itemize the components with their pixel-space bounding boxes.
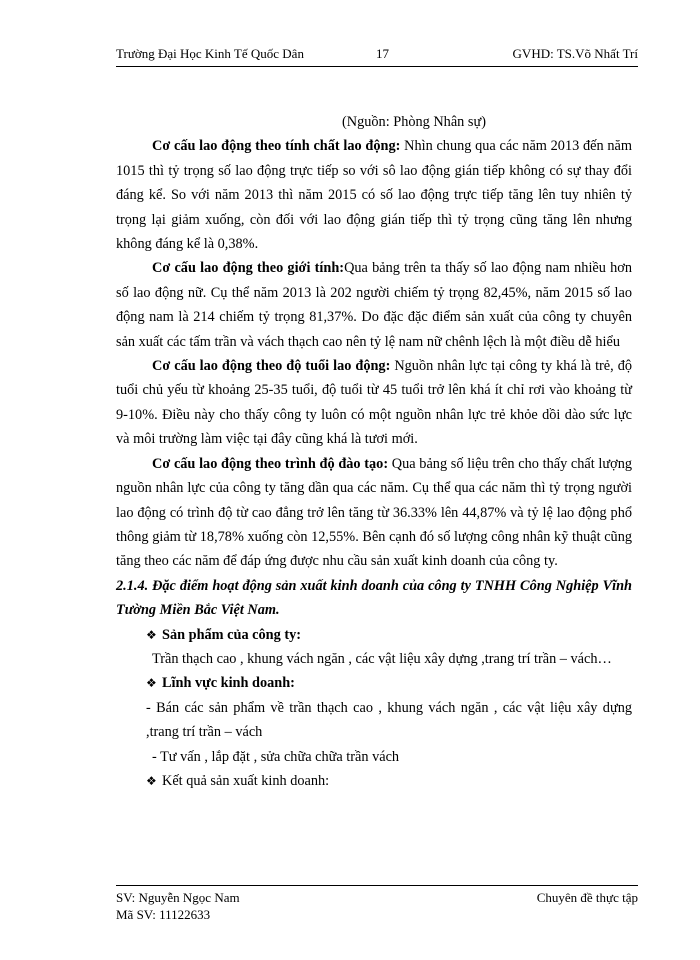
diamond-bullet-icon: ❖ [146, 676, 157, 691]
page-header [116, 44, 638, 67]
page-footer [116, 885, 638, 923]
footer-student-id: Mã SV: 11122633 [116, 907, 211, 922]
footer-label: Chuyên đề thực tập [536, 890, 638, 905]
paragraph-labor-education [116, 452, 632, 574]
paragraph-text: Nguồn nhân lực tại công ty khá là trẻ, độ tuổi chủ yếu từ khoảng 25-35 tuổi, độ tuổi từ 45 tuổi trở lên khá ít chỉ rơi vào khoảng từ 9-10%. Điều này cho thấy công ty luôn có một nguồn nhân lực trẻ khỏe dồi dào sức lực và môi trường làm việc tại đây cũng khá là tươi mới. [116, 358, 632, 448]
paragraph-title: Cơ cấu lao động theo giới tính: [152, 260, 345, 277]
diamond-bullet-icon: ❖ [146, 773, 157, 788]
paragraph-title: Cơ cấu lao động theo trình độ đào tạo: [152, 455, 389, 472]
business-item-consulting: - Tư vấn , lắp đặt , sửa chữa chữa trần vách [152, 748, 400, 765]
section-heading: 2.1.4. Đặc điểm hoạt động sản xuất kinh doanh của công ty TNHH Công Nghiệp Vĩnh Tường Miền Bắc Việt Nam. [116, 577, 632, 619]
paragraph-labor-age [116, 354, 632, 452]
bullet-business-field [116, 671, 632, 695]
bullet-label: Kết quả sản xuất kinh doanh: [162, 772, 330, 789]
bullet-label: Sản phẩm của công ty: [162, 626, 302, 643]
paragraph-title: Cơ cấu lao động theo tính chất lao động: [152, 138, 401, 155]
footer-student: SV: Nguyễn Ngọc Nam [116, 890, 240, 905]
header-page-number: 17 [376, 46, 389, 61]
header-advisor: GVHD: TS.Võ Nhất Trí [512, 46, 638, 61]
paragraph-labor-nature [116, 134, 632, 256]
paragraph-text: Nhìn chung qua các năm 2013 đến năm 1015 thì tỷ trọng số lao động trực tiếp so với sô lao động gián tiếp không có sự thay đổi đáng kể. So với năm 2013 thì năm 2015 có số lao động trực tiếp tăng lên tuy nhiên tỷ trọng lại giảm xuống, còn đối với lao động gián tiếp thì tỷ trọng cũng tăng lên nhưng không đáng kể là 0,38%. [116, 138, 632, 253]
source-note: (Nguồn: Phòng Nhân sự) [342, 114, 486, 130]
header-school: Trường Đại Học Kinh Tế Quốc Dân [116, 46, 304, 61]
paragraph-text: Qua bảng trên ta thấy số lao động nam nhiều hơn số lao động nữ. Cụ thể năm 2013 là 202 người chiếm tỷ trọng 82,45%, năm 2015 số lao động nam là 214 chiếm tỷ trọng 81,37%. Do đặc đặc điểm sản xuất của công ty chuyên sản xuất các tấm trần và vách thạch cao nên tỷ lệ nam nữ chênh lệch là một điều dễ hiểu [116, 260, 632, 350]
products-text: Trần thạch cao , khung vách ngăn , các vật liệu xây dựng ,trang trí trần – vách… [152, 650, 612, 667]
paragraph-text: Qua bảng số liệu trên cho thấy chất lượng nguồn nhân lực của công ty tăng dần qua các năm. Cụ thể qua các năm thì tỷ trọng người lao động có trình độ từ cao đẳng trở lên tăng từ 36.33% lên 44,87% và tỷ lệ lao động phổ thông giảm từ 18,78% xuống còn 12,55%. Bên cạnh đó số lượng công nhân kỹ thuật cũng tăng theo các năm để đáp ứng được nhu cầu sản xuất kinh doanh của công ty. [116, 455, 632, 570]
bullet-label: Lĩnh vực kinh doanh: [162, 675, 295, 692]
diamond-bullet-icon: ❖ [146, 627, 157, 642]
paragraph-title: Cơ cấu lao động theo độ tuổi lao động: [152, 358, 391, 375]
page-content [116, 110, 632, 793]
bullet-business-results [116, 769, 632, 793]
bullet-products [116, 623, 632, 647]
paragraph-labor-gender [116, 256, 632, 354]
business-item-sales: - Bán các sản phẩm về trần thạch cao , khung vách ngăn , các vật liệu xây dựng ,trang trí trần – vách [146, 699, 632, 741]
